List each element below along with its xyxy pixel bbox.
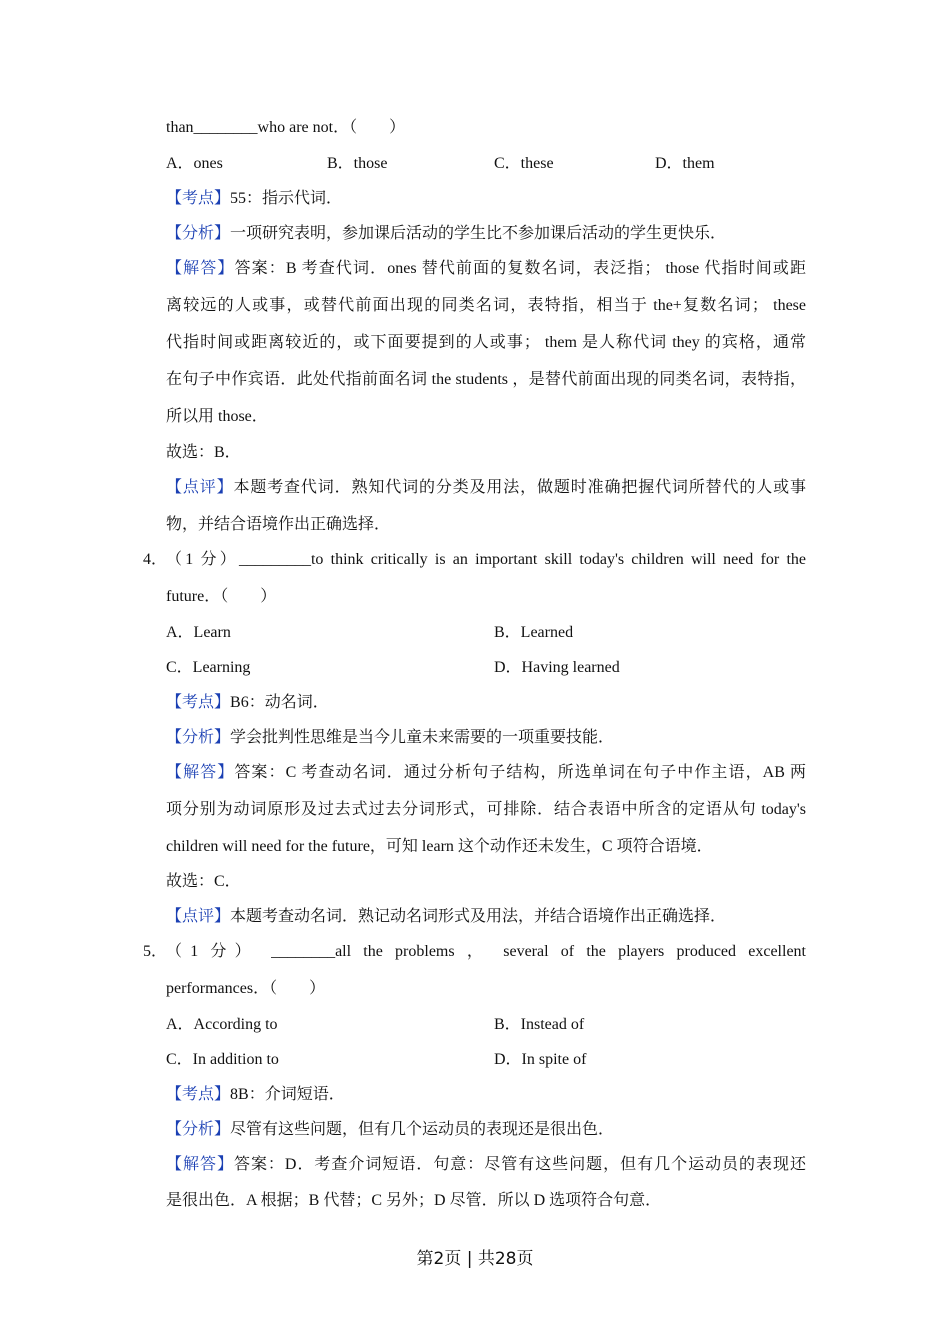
kaodian-label: 【考点】 — [166, 694, 231, 711]
jieda-label: 【解答】 — [166, 764, 235, 781]
fenxi-label: 【分析】 — [166, 1121, 231, 1138]
q4-fenxi-text: 学会批判性思维是当今儿童未来需要的一项重要技能． — [230, 729, 615, 746]
q4-jieda-line-2: 项分别为动词原形及过去式过去分词形式，可排除．结合表语中所含的定语从句 today's — [166, 801, 806, 818]
q3-dianping-line-1 — [166, 478, 806, 498]
q3-option-a: A．ones — [166, 155, 223, 172]
kaodian-label: 【考点】 — [166, 190, 231, 207]
q4-jieda-line-1 — [166, 763, 806, 783]
q4-option-d: D．Having learned — [494, 659, 620, 676]
q4-dianping-text: 本题考查动名词．熟记动名词形式及用法，并结合语境作出正确选择． — [230, 908, 727, 925]
jieda-label: 【解答】 — [166, 260, 235, 277]
q4-stem-line-2: future．（ ） — [166, 588, 277, 605]
q3-stem-tail: than________who are not．（ ） — [166, 119, 406, 136]
q3-kaodian-text: 55：指示代词． — [230, 190, 343, 207]
q3-dianping-line-2: 物，并结合语境作出正确选择． — [166, 516, 391, 533]
q5-kaodian — [166, 1085, 345, 1105]
page-footer: 第2页 | 共28页 — [416, 1249, 534, 1269]
fenxi-label: 【分析】 — [166, 225, 231, 242]
q4-kaodian — [166, 693, 329, 713]
q4-option-c: C．Learning — [166, 659, 251, 676]
q3-dianping-text-1: 本题考查代词．熟知代词的分类及用法，做题时准确把握代词所替代的人或事 — [233, 479, 806, 496]
fenxi-label: 【分析】 — [166, 729, 231, 746]
q4-option-b: B．Learned — [494, 624, 574, 641]
q4-guxuan: 故选：C． — [166, 873, 241, 890]
q4-dianping — [166, 907, 726, 927]
q3-jieda-line-1 — [166, 259, 806, 279]
q5-option-c: C．In addition to — [166, 1051, 279, 1068]
q3-jieda-line-4: 在句子中作宾语．此处代指前面名词 the students ，是替代前面出现的同类名词，表特指， — [166, 371, 806, 388]
q3-option-b: B．those — [327, 155, 388, 172]
dianping-label: 【点评】 — [166, 479, 234, 496]
q5-jieda-line-1 — [166, 1155, 806, 1175]
q3-jieda-line-3: 代指时间或距离较近的，或下面要提到的人或事； them 是人称代词 they 的宾格，通常 — [166, 334, 806, 351]
q5-option-d: D．In spite of — [494, 1051, 587, 1068]
dianping-label: 【点评】 — [166, 908, 231, 925]
kaodian-label: 【考点】 — [166, 1086, 231, 1103]
q3-guxuan: 故选：B． — [166, 444, 241, 461]
q3-fenxi — [166, 224, 726, 244]
q5-jieda-line-2: 是很出色．A 根据；B 代替；C 另外；D 尽管．所以 D 选项符合句意． — [166, 1192, 662, 1209]
q5-stem-line-2: performances．（ ） — [166, 980, 326, 997]
q4-option-a: A．Learn — [166, 624, 231, 641]
q4-fenxi — [166, 728, 614, 748]
q4-jieda-line-3: children will need for the future，可知 learn 这个动作还未发生，C 项符合语境． — [166, 838, 713, 855]
q5-fenxi — [166, 1120, 614, 1140]
q5-jieda-text-1: 答案：D．考查介词短语．句意：尽管有这些问题，但有几个运动员的表现还 — [233, 1156, 806, 1173]
q3-option-c: C．these — [494, 155, 554, 172]
q5-fenxi-text: 尽管有这些问题，但有几个运动员的表现还是很出色． — [230, 1121, 615, 1138]
q3-jieda-line-2: 离较远的人或事，或替代前面出现的同类名词，表特指，相当于 the+复数名词； these — [166, 297, 806, 314]
q3-jieda-text-1: 答案：B 考查代词．ones 替代前面的复数名词，表泛指； those 代指时间或距 — [234, 260, 806, 277]
q3-fenxi-text: 一项研究表明，参加课后活动的学生比不参加课后活动的学生更快乐． — [230, 225, 727, 242]
q5-kaodian-text: 8B：介词短语． — [230, 1086, 345, 1103]
q4-kaodian-text: B6：动名词． — [230, 694, 329, 711]
q4-jieda-text-1: 答案：C 考查动名词．通过分析句子结构，所选单词在句子中作主语，AB 两 — [234, 764, 806, 781]
q4-stem-line-1: （1 分）_________to think critically is an important skill today's children will need for the — [166, 551, 806, 568]
q4-number: 4． — [143, 551, 168, 568]
q5-stem-line-1: （1 分） ________all the problems ， several of the players produced excellent — [166, 943, 806, 960]
jieda-label: 【解答】 — [166, 1156, 234, 1173]
q3-option-d: D．them — [655, 155, 715, 172]
q5-option-a: A．According to — [166, 1016, 278, 1033]
q5-number: 5． — [143, 943, 168, 960]
q5-option-b: B．Instead of — [494, 1016, 585, 1033]
q3-jieda-line-5: 所以用 those． — [166, 408, 268, 425]
q3-kaodian — [166, 189, 342, 209]
